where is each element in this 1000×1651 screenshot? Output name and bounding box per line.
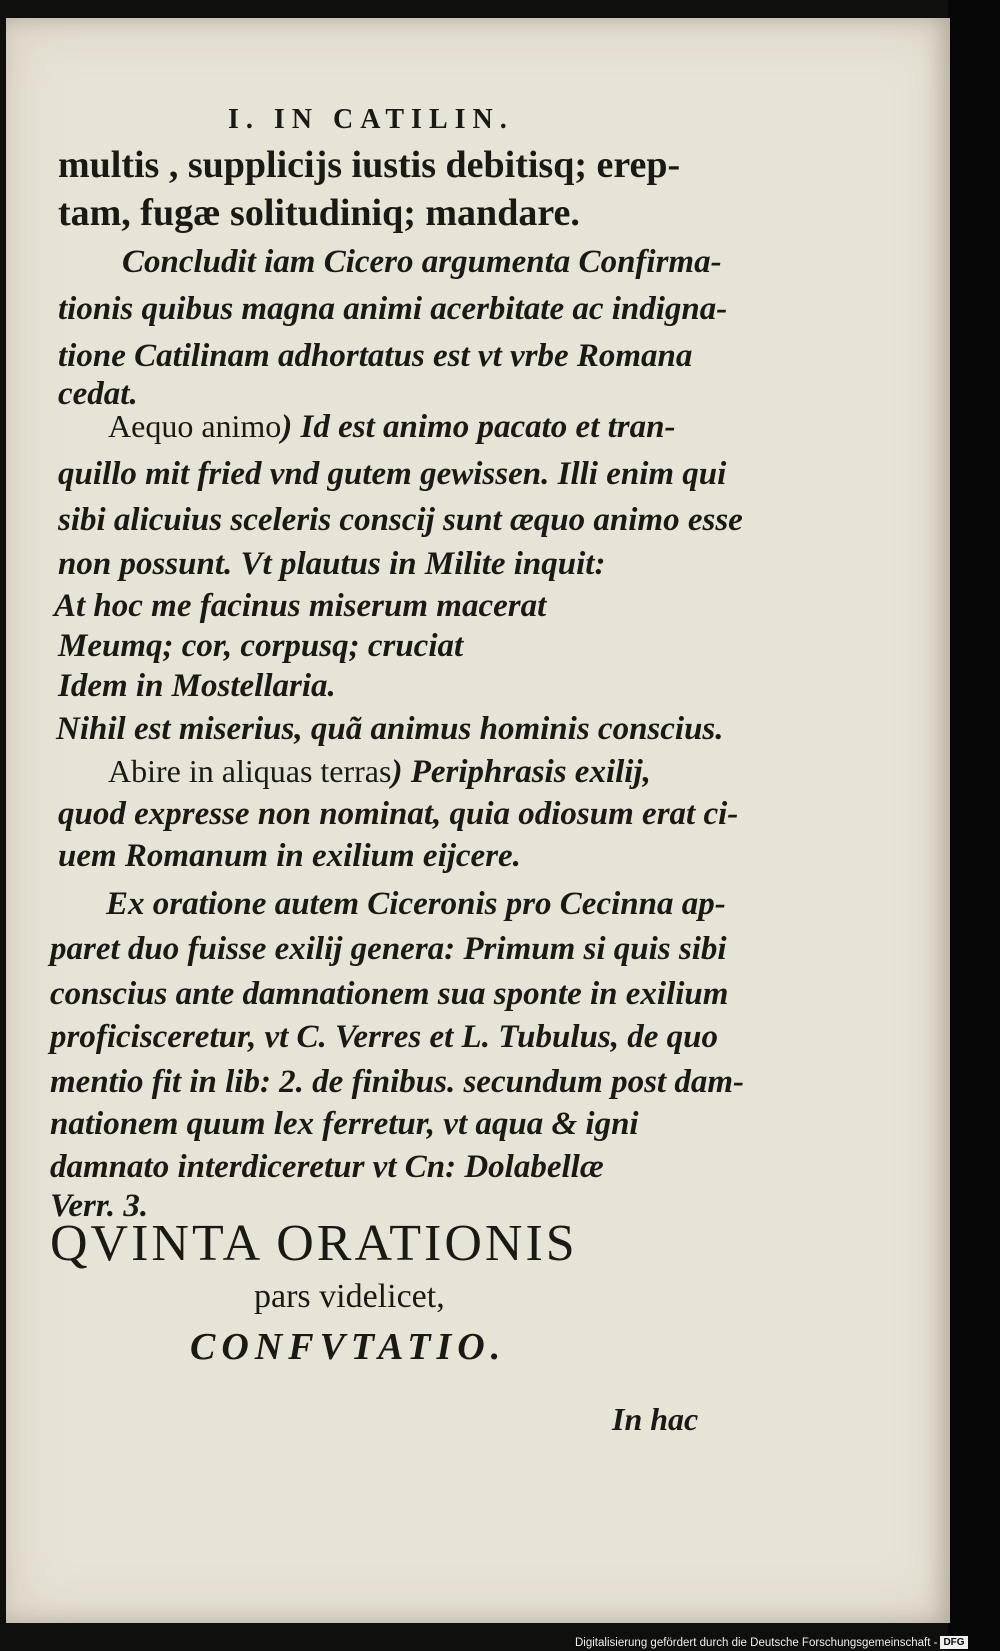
note-text: ) Id est animo pacato et tran-	[281, 409, 676, 445]
text-line: Ex oratione autem Ciceronis pro Cecinna ap-	[106, 886, 726, 922]
text-line: damnato interdiceretur vt Cn: Dolabellæ	[50, 1149, 604, 1185]
section-subtitle: pars videlicet,	[254, 1278, 445, 1315]
note-line	[108, 755, 651, 789]
text-line: tione Catilinam adhortatus est vt vrbe Romana	[58, 338, 693, 374]
text-line: Concludit iam Cicero argumenta Confirma-	[122, 244, 722, 280]
text-line: multis , supplicijs iustis debitisq; erep-	[58, 144, 681, 186]
section-heading: CONFVTATIO.	[190, 1326, 507, 1368]
section-title: QVINTA ORATIONIS	[50, 1215, 578, 1272]
scan-border	[948, 0, 1000, 1651]
verse-line: Idem in Mostellaria.	[58, 668, 336, 704]
catchword: In hac	[612, 1401, 699, 1437]
footer-text: Digitalisierung gefördert durch die Deutsche Forschungsgemeinschaft -	[575, 1637, 938, 1649]
text-line: Verr. 3.	[50, 1188, 149, 1224]
verse-line: Nihil est miserius, quã animus hominis conscius.	[56, 711, 724, 747]
text-line: paret duo fuisse exilij genera: Primum si quis sibi	[50, 931, 727, 967]
text-line: tam, fugæ solitudiniq; mandare.	[58, 192, 580, 234]
note-line: sibi alicuius sceleris conscij sunt æquo animo esse	[58, 502, 743, 538]
digitization-footer	[575, 1635, 968, 1651]
text-line: cedat.	[58, 376, 138, 412]
book-page	[6, 18, 950, 1623]
running-head: I. IN CATILIN.	[228, 104, 514, 135]
note-line: quod expresse non nominat, quia odiosum erat ci-	[58, 796, 739, 832]
note-line	[108, 410, 675, 444]
text-line: mentio fit in lib: 2. de finibus. secundum post dam-	[50, 1064, 744, 1100]
dfg-logo: DFG	[940, 1636, 967, 1649]
note-line: non possunt. Vt plautus in Milite inquit:	[58, 546, 606, 582]
text-line: tionis quibus magna animi acerbitate ac indigna-	[58, 291, 728, 327]
note-line: quillo mit fried vnd gutem gewissen. Illi enim qui	[58, 456, 727, 492]
note-line: uem Romanum in exilium eijcere.	[58, 838, 521, 874]
text-line: conscius ante damnationem sua sponte in exilium	[50, 976, 729, 1012]
text-line: proficisceretur, vt C. Verres et L. Tubulus, de quo	[50, 1019, 718, 1055]
text-line: nationem quum lex ferretur, vt aqua & igni	[50, 1106, 639, 1142]
verse-line: Meumq; cor, corpusq; cruciat	[58, 628, 464, 664]
note-lemma: Abire in aliquas terras	[108, 753, 392, 789]
note-lemma: Aequo animo	[108, 408, 282, 444]
note-text: ) Periphrasis exilij,	[391, 754, 651, 790]
verse-line: At hoc me facinus miserum macerat	[54, 588, 547, 624]
